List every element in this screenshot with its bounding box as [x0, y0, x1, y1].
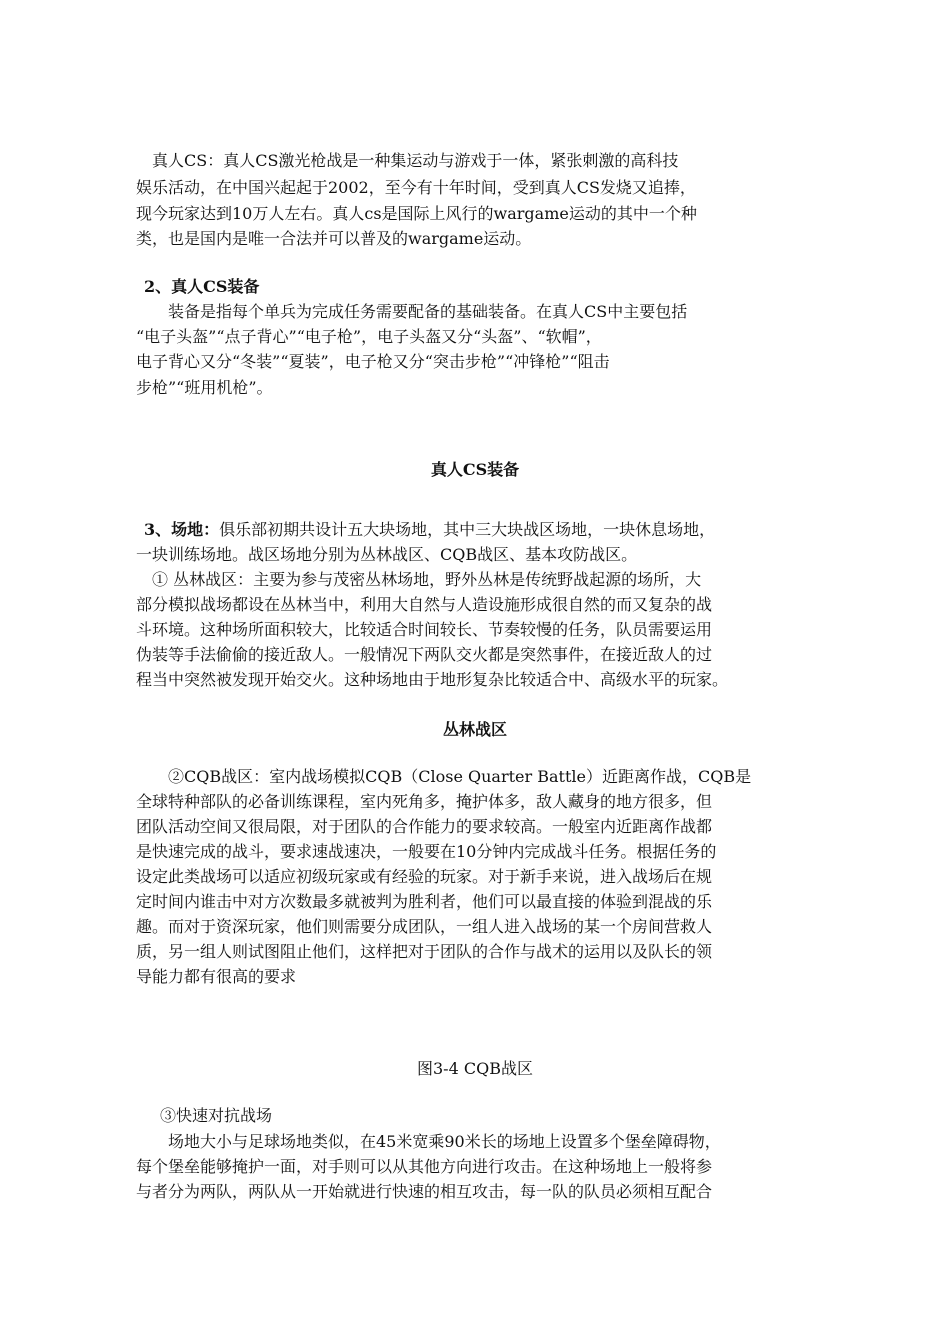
venue-first-line: [144, 518, 715, 542]
cqb-line: 设定此类战场可以适应初级玩家或有经验的玩家。对于新手来说，进入战场后在规: [136, 867, 713, 886]
jungle-line: 伪装等手法偷偷的接近敌人。一般情况下两队交火都是突然事件，在接近敌人的过: [136, 645, 713, 664]
equipment-line: 步枪”“班用机枪”。: [136, 378, 273, 397]
equipment-line: 装备是指每个单兵为完成任务需要配备的基础装备。在真人CS中主要包括: [136, 302, 688, 321]
cqb-line: 是快速完成的战斗，要求速战速决，一般要在10分钟内完成战斗任务。根据任务的: [136, 842, 717, 861]
figure-caption-equipment: 真人CS装备: [430, 460, 520, 479]
jungle-line: 部分模拟战场都设在丛林当中，利用大自然与人造设施形成很自然的而又复杂的战: [136, 595, 713, 614]
jungle-line: 斗环境。这种场所面积较大，比较适合时间较长、节奏较慢的任务，队员需要运用: [136, 620, 713, 639]
fast-line: 场地大小与足球场地类似，在45米宽乘90米长的场地上设置多个堡垒障碍物，: [136, 1132, 721, 1151]
figure-caption-cqb: 图3-4 CQB战区: [417, 1059, 533, 1078]
venue-line: 一块训练场地。战区场地分别为丛林战区、CQB战区、基本攻防战区。: [136, 545, 638, 564]
section-heading-equipment: 2、真人CS装备: [144, 277, 260, 296]
fast-line: 每个堡垒能够掩护一面，对手则可以从其他方向进行攻击。在这种场地上一般将参: [136, 1157, 713, 1176]
jungle-line: ① 丛林战区：主要为参与茂密丛林场地，野外丛林是传统野战起源的场所，大: [136, 570, 702, 589]
cqb-line: 团队活动空间又很局限，对于团队的合作能力的要求较高。一般室内近距离作战都: [136, 817, 713, 836]
intro-line: 真人CS：真人CS激光枪战是一种集运动与游戏于一体，紧张刺激的高科技: [136, 151, 679, 170]
venue-first-line-text: 俱乐部初期共设计五大块场地，其中三大块战区场地，一块休息场地，: [219, 520, 716, 539]
equipment-line: “电子头盔”“点子背心”“电子枪”，电子头盔又分“头盔”、“软帽”，: [136, 327, 602, 346]
cqb-line: 定时间内谁击中对方次数最多就被判为胜利者，他们可以最直接的体验到混战的乐: [136, 892, 713, 911]
intro-line: 类，也是国内是唯一合法并可以普及的wargame运动。: [136, 229, 532, 248]
cqb-line: 导能力都有很高的要求: [136, 967, 297, 986]
jungle-line: 程当中突然被发现开始交火。这种场地由于地形复杂比较适合中、高级水平的玩家。: [136, 670, 729, 689]
cqb-line: ②CQB战区：室内战场模拟CQB（Close Quarter Battle）近距离作战，CQB是: [136, 767, 752, 786]
cqb-line: 全球特种部队的必备训练课程，室内死角多，掩护体多，敌人藏身的地方很多，但: [136, 792, 713, 811]
fast-line: 与者分为两队，两队从一开始就进行快速的相互攻击，每一队的队员必须相互配合: [136, 1182, 713, 1201]
intro-line: 现今玩家达到10万人左右。真人cs是国际上风行的wargame运动的其中一个种: [136, 204, 697, 223]
equipment-line: 电子背心又分“冬装”“夏装”，电子枪又分“突击步枪”“冲锋枪”“阻击: [136, 352, 610, 371]
fast-heading: ③快速对抗战场: [144, 1106, 273, 1125]
cqb-line: 质，另一组人则试图阻止他们，这样把对于团队的合作与战术的运用以及队长的领: [136, 942, 713, 961]
figure-caption-jungle: 丛林战区: [442, 720, 507, 739]
cqb-line: 趣。而对于资深玩家，他们则需要分成团队，一组人进入战场的某一个房间营救人: [136, 917, 713, 936]
section-heading-venue: 3、场地：: [144, 520, 220, 539]
intro-line: 娱乐活动，在中国兴起起于2002，至今有十年时间，受到真人CS发烧又追捧，: [136, 178, 696, 197]
